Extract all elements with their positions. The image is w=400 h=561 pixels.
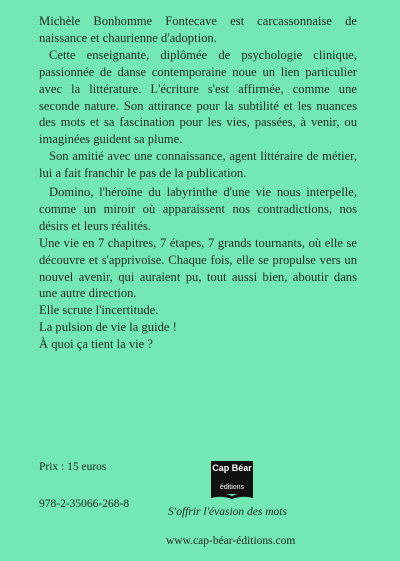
synopsis-paragraph-4: La pulsion de vie la guide ! [39, 320, 177, 335]
synopsis-paragraph-2: Une vie en 7 chapitres, 7 étapes, 7 grands tournants, où elle se découvre et s'apprivoise. Chaque fois, elle se propulse vers un nouvel avenir, qui auraient pu, tout aussi bien, aboutir dans une autre direction. [39, 235, 357, 301]
author-bio [39, 13, 357, 182]
bio-paragraph-2: Cette enseignante, diplômée de psychologie clinique, passionnée de danse contemporaine noue un lien particulier avec la littérature. L'écriture s'est affirmée, comme une seconde nature. Son attirance pour la subtilité et les nuances des mots et sa fascination pour les vies, passées, à venir, ou imaginées guident sa plume. [39, 47, 357, 147]
isbn-label: 978-2-35066-268-8 [39, 498, 130, 510]
bio-paragraph-1: Michèle Bonhomme Fontecave est carcassonnaise de naissance et chaurienne d'adoption. [39, 14, 357, 45]
price-label: Prix : 15 euros [39, 461, 107, 473]
publisher-tagline: S'offrir l'évasion des mots [168, 506, 287, 518]
synopsis-paragraph-1: Domino, l'héroïne du labyrinthe d'une vie nous interpelle, comme un miroir où apparaissent nos contradictions, nos désirs et leurs réalités. [39, 185, 357, 233]
publisher-website: www.cap-béar-éditions.com [166, 535, 296, 547]
synopsis-paragraph-5: À quoi ça tient la vie ? [39, 337, 154, 352]
bio-paragraph-3: Son amitié avec une connaissance, agent littéraire de métier, lui a fait franchir le pas de la publication. [39, 149, 357, 181]
logo-text-editions: éditions [219, 484, 245, 491]
publisher-logo [207, 458, 257, 500]
book-synopsis [39, 184, 357, 353]
synopsis-paragraph-3: Elle scrute l'incertitude. [39, 303, 159, 318]
logo-text-capbear: Cap Béar [212, 463, 252, 473]
